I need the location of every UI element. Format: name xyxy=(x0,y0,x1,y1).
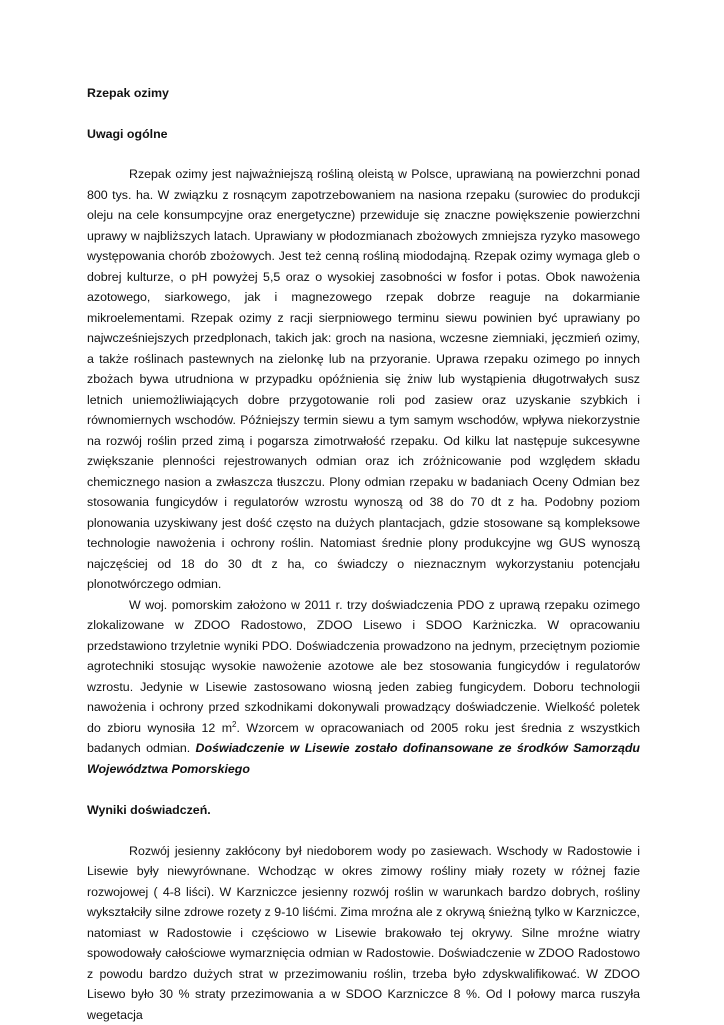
funding-note: Doświadczenie w Lisewie zostało dofinansowane ze środków Samorządu Województwa Pomorskiego xyxy=(87,741,640,776)
paragraph-experiments xyxy=(87,595,640,780)
superscript-exponent: 2 xyxy=(232,719,236,728)
document-body xyxy=(87,83,640,1025)
paragraph-results: Rozwój jesienny zakłócony był niedoborem wody po zasiewach. Wschody w Radostowie i Lisewie były niewyrównane. Wchodząc w okres zimowy rośliny miały rozety w różnej fazie rozwojowej ( 4-8 liści). W Karzniczce jesienny rozwój roślin w warunkach bardzo dobrych, rośliny wykształciły silne zdrowe rozety z 9-10 liśćmi. Zima mroźna ale z okrywą śnieżną tylko w Karzniczce, natomiast w Radostowie i częściowo w Lisewie brakowało tej okrywy. Silne mroźne wiatry spowodowały całościowe wymarznięcia odmian w Radostowie. Doświadczenie w ZDOO Radostowo z powodu bardzo dużych strat w przezimowaniu roślin, trzeba było zdyskwalifikować. W ZDOO Lisewo było 30 % straty przezimowania a w SDOO Karzniczce 8 %. Od I połowy marca ruszyła wegetacja xyxy=(87,841,640,1025)
section-heading-results: Wyniki doświadczeń. xyxy=(87,800,640,821)
document-title: Rzepak ozimy xyxy=(87,83,640,104)
section-heading-general-notes: Uwagi ogólne xyxy=(87,124,640,145)
paragraph-introduction: Rzepak ozimy jest najważniejszą rośliną oleistą w Polsce, uprawianą na powierzchni ponad 800 tys. ha. W związku z rosnącym zapotrzebowaniem na nasiona rzepaku (surowiec do produkcji oleju na cele konsumpcyjne oraz energetyczne) przewiduje się znaczne powiększenie powierzchni uprawy w najbliższych latach. Uprawiany w płodozmianach zbożowych zmniejsza ryzyko masowego występowania chorób zbożowych. Jest też cenną rośliną miododajną. Rzepak ozimy wymaga gleb o dobrej kulturze, o pH powyżej 5,5 oraz o wysokiej zasobności w fosfor i potas. Obok nawożenia azotowego, siarkowego, jak i magnezowego rzepak dobrze reaguje na dokarmianie mikroelementami. Rzepak ozimy z racji sierpniowego terminu siewu powinien być uprawiany po najwcześniejszych przedplonach, takich jak: groch na nasiona, wczesne ziemniaki, jęczmień ozimy, a także roślinach pastewnych na zielonkę lub na przyoranie. Uprawa rzepaku ozimego po innych zbożach bywa utrudniona w przypadku opóźnienia się żniw lub wystąpienia długotrwałych susz letnich uniemożliwiających dobre przygotowanie roli pod zasiew oraz uzyskanie szybkich i równomiernych wschodów. Późniejszy termin siewu a tym samym wschodów, wpływa niekorzystnie na rozwój roślin przed zimą i pogarsza zimotrwałość rzepaku. Od kilku lat następuje sukcesywne zwiększanie plenności rejestrowanych odmian oraz ich zróżnicowanie pod względem składu chemicznego nasion a zwłaszcza tłuszczu. Plony odmian rzepaku w badaniach Oceny Odmian bez stosowania fungicydów i regulatorów wzrostu wynoszą od 38 do 70 dt z ha. Podobny poziom plonowania uzyskiwany jest dość często na dużych plantacjach, gdzie stosowane są kompleksowe technologie nawożenia i ochrony roślin. Natomiast średnie plony produkcyjne wg GUS wynoszą najczęściej od 18 do 30 dt z ha, co świadczy o nieznacznym wykorzystaniu potencjału plonotwórczego odmian. xyxy=(87,164,640,595)
paragraph-experiments-text-cont: . Wzorcem w opracowaniach od 2005 roku jest średnia z wszystkich badanych odmian. xyxy=(87,721,640,756)
paragraph-experiments-text: W woj. pomorskim założono w 2011 r. trzy doświadczenia PDO z uprawą rzepaku ozimego zlokalizowane w ZDOO Radostowo, ZDOO Lisewo i SDOO Karżniczka. W opracowaniu przedstawiono trzyletnie wyniki PDO. Doświadczenia prowadzono na jednym, przeciętnym poziomie agrotechniki stosując wysokie nawożenie azotowe ale bez stosowania fungicydów i regulatorów wzrostu. Jedynie w Lisewie zastosowano wiosną jeden zabieg fungicydem. Doboru technologii nawożenia i ochrony przed szkodnikami dokonywali prowadzący doświadczenie. Wielkość poletek do zbioru wynosiła 12 m xyxy=(87,598,640,735)
